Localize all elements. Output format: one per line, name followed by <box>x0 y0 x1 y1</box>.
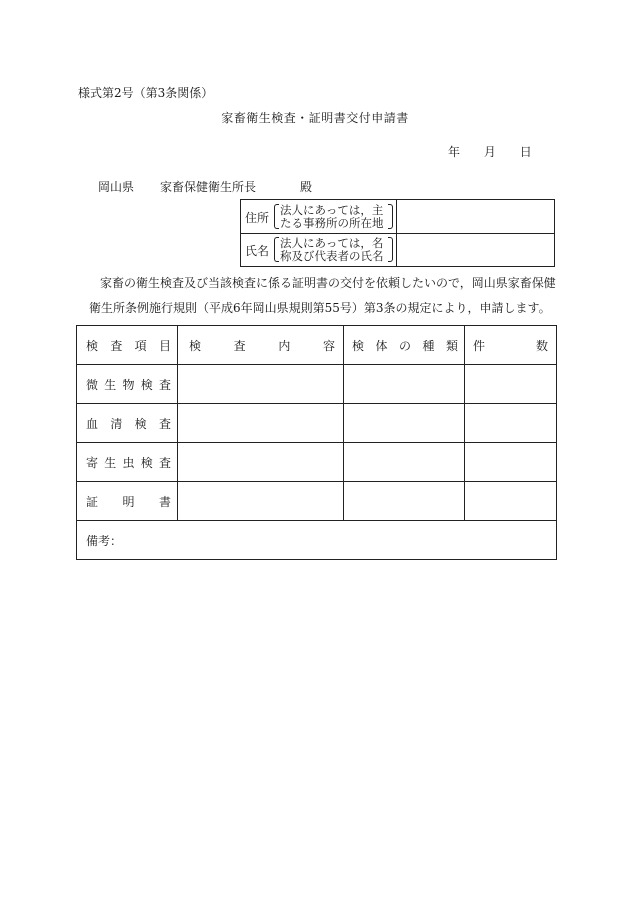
sample-cell[interactable] <box>344 482 465 521</box>
char: 容 <box>322 338 335 353</box>
char: 目 <box>158 338 171 353</box>
address-note-line1: 法人にあっては，主 <box>280 203 384 217</box>
applicant-address-row <box>241 200 554 234</box>
char: 検 <box>134 416 147 431</box>
date-year: 年 <box>448 145 461 159</box>
content-cell[interactable] <box>178 365 344 404</box>
document-title: 家畜衛生検査・証明書交付申請書 <box>221 111 409 125</box>
char: 証 <box>86 494 99 509</box>
table-row <box>77 443 557 482</box>
name-note-line1: 法人にあっては，名 <box>280 236 384 250</box>
date-line <box>448 145 532 159</box>
row-label-microbe <box>86 376 177 393</box>
count-cell[interactable] <box>465 365 557 404</box>
char: 物 <box>122 377 135 392</box>
char: 内 <box>278 338 291 353</box>
count-cell[interactable] <box>465 482 557 521</box>
date-month: 月 <box>483 145 496 159</box>
char: 査 <box>233 338 246 353</box>
char: 生 <box>104 455 117 470</box>
date-day: 日 <box>519 145 532 159</box>
sample-cell[interactable] <box>344 443 465 482</box>
content-cell[interactable] <box>178 482 344 521</box>
applicant-name-row <box>241 233 554 266</box>
char: 査 <box>110 338 123 353</box>
row-label-parasite <box>86 454 177 471</box>
name-label: 氏名 <box>245 244 270 258</box>
address-note <box>274 204 393 229</box>
table-row <box>77 482 557 521</box>
address-label: 住所 <box>245 211 270 225</box>
row-label-serum <box>86 415 177 432</box>
form-number: 様式第2号（第3条関係） <box>78 86 214 100</box>
char: 類 <box>445 338 458 353</box>
addressee-honorific: 殿 <box>300 180 313 194</box>
char: 検 <box>352 338 365 353</box>
sample-cell[interactable] <box>344 365 465 404</box>
name-note-line2: 称及び代表者の氏名 <box>280 249 384 263</box>
body-line-2: 衛生所条例施行規則（平成6年岡山県規則第55号）第3条の規定により，申請します。 <box>89 301 551 315</box>
content-cell[interactable] <box>178 443 344 482</box>
addressee <box>98 180 312 194</box>
remarks-cell[interactable] <box>77 521 557 560</box>
char: 検 <box>86 338 99 353</box>
remarks-label: 備考： <box>86 533 123 548</box>
char: 血 <box>86 416 99 431</box>
char: 数 <box>535 338 548 353</box>
name-note <box>274 237 393 262</box>
address-note-line2: たる事務所の所在地 <box>280 216 384 230</box>
char: 査 <box>158 416 171 431</box>
char: 生 <box>104 377 117 392</box>
char: 件 <box>473 338 486 353</box>
char: 検 <box>140 377 153 392</box>
char: 検 <box>140 455 153 470</box>
count-cell[interactable] <box>465 443 557 482</box>
row-label-certificate <box>86 493 177 510</box>
addressee-office: 家畜保健衛生所長 <box>160 180 257 194</box>
char: 種 <box>422 338 435 353</box>
sample-cell[interactable] <box>344 404 465 443</box>
header-sample-type <box>344 337 464 354</box>
char: 清 <box>110 416 123 431</box>
body-line-1: 家畜の衛生検査及び当該検査に係る証明書の交付を依頼したいので，岡山県家畜保健 <box>100 276 556 290</box>
table-row <box>77 404 557 443</box>
char: の <box>398 338 411 353</box>
header-content <box>178 337 343 354</box>
char: 寄 <box>86 455 99 470</box>
char: 書 <box>158 494 171 509</box>
char: 検 <box>189 338 202 353</box>
header-count <box>465 337 556 354</box>
char: 虫 <box>122 455 135 470</box>
char: 査 <box>158 377 171 392</box>
char: 査 <box>158 455 171 470</box>
char: 明 <box>122 494 135 509</box>
char: 項 <box>134 338 147 353</box>
remarks-row <box>77 521 557 560</box>
addressee-prefecture: 岡山県 <box>98 180 135 194</box>
applicant-box <box>240 199 555 267</box>
char: 体 <box>375 338 388 353</box>
table-row <box>77 365 557 404</box>
char: 微 <box>86 377 99 392</box>
count-cell[interactable] <box>465 404 557 443</box>
header-item <box>86 337 177 354</box>
inspection-table <box>76 325 557 560</box>
content-cell[interactable] <box>178 404 344 443</box>
table-header-row <box>77 326 557 365</box>
